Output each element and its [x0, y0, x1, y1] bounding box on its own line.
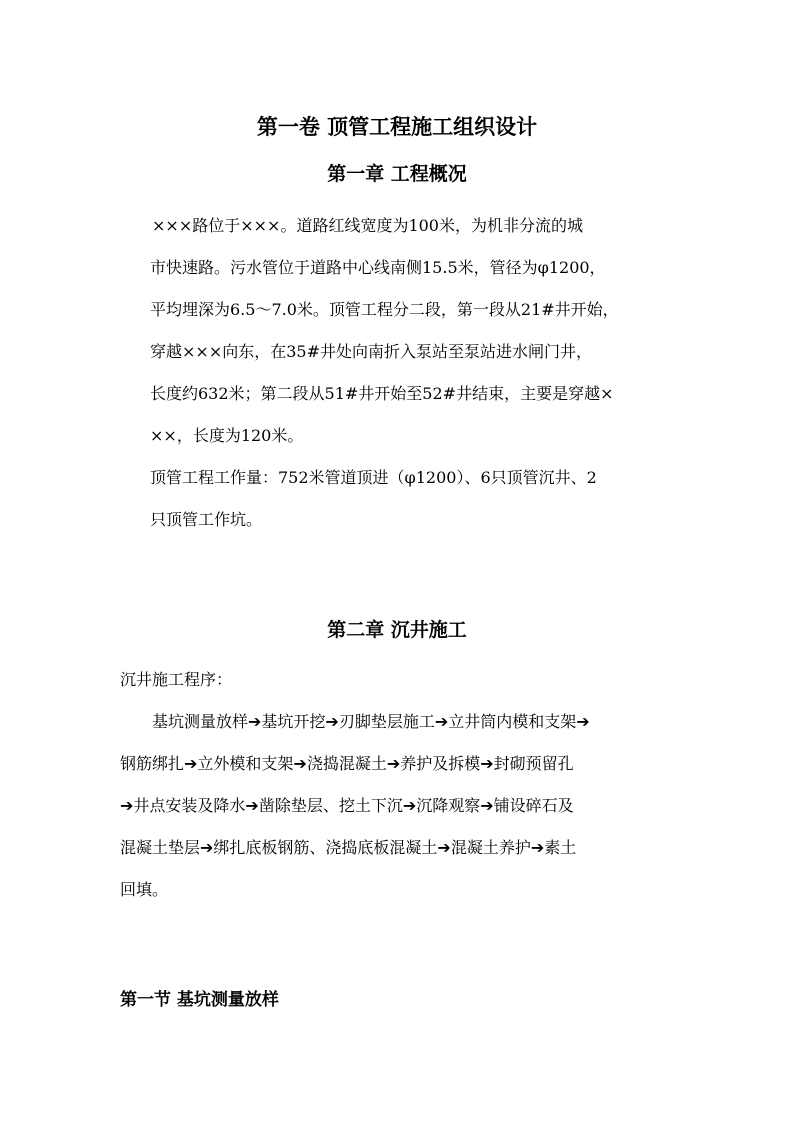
chapter-1-paragraph-1-line-1: ×××路位于×××。道路红线宽度为100米，为机非分流的城 — [152, 216, 583, 235]
chapter-1-paragraph-1-line-3: 平均埋深为6.5～7.0米。顶管工程分二段，第一段从21#井开始， — [150, 300, 619, 319]
volume-title: 第一卷 顶管工程施工组织设计 — [256, 115, 538, 139]
chapter-1-title: 第一章 工程概况 — [327, 163, 467, 185]
procedure-line-2: 钢筋绑扎➔立外模和支架➔浇捣混凝土➔养护及拆模➔封砌预留孔 — [120, 754, 574, 773]
chapter-1-paragraph-1-line-2: 市快速路。污水管位于道路中心线南侧15.5米，管径为φ1200， — [150, 258, 606, 277]
chapter-1-paragraph-2-line-2: 只顶管工作坑。 — [150, 510, 263, 529]
chapter-1-paragraph-2-line-1: 顶管工程工作量：752米管道顶进（φ1200）、6只顶管沉井、2 — [150, 468, 597, 487]
procedure-line-1: 基坑测量放样➔基坑开挖➔刃脚垫层施工➔立井筒内模和支架➔ — [152, 712, 590, 731]
chapter-1-paragraph-1-line-4: 穿越×××向东，在35#井处向南折入泵站至泵站进水闸门井， — [150, 342, 592, 361]
chapter-2-title: 第二章 沉井施工 — [327, 619, 467, 641]
chapter-2-intro: 沉井施工程序： — [120, 670, 233, 689]
procedure-line-4: 混凝土垫层➔绑扎底板钢筋、浇捣底板混凝土➔混凝土养护➔素土 — [120, 838, 577, 857]
chapter-1-paragraph-1-line-5: 长度约632米；第二段从51#井开始至52#井结束，主要是穿越× — [150, 384, 614, 403]
procedure-line-3: ➔井点安装及降水➔凿除垫层、挖土下沉➔沉降观察➔铺设碎石及 — [120, 796, 574, 815]
procedure-line-5: 回填。 — [120, 880, 169, 899]
chapter-1-paragraph-1-line-6: ××，长度为120米。 — [150, 426, 304, 445]
section-1-title: 第一节 基坑测量放样 — [120, 990, 279, 1010]
